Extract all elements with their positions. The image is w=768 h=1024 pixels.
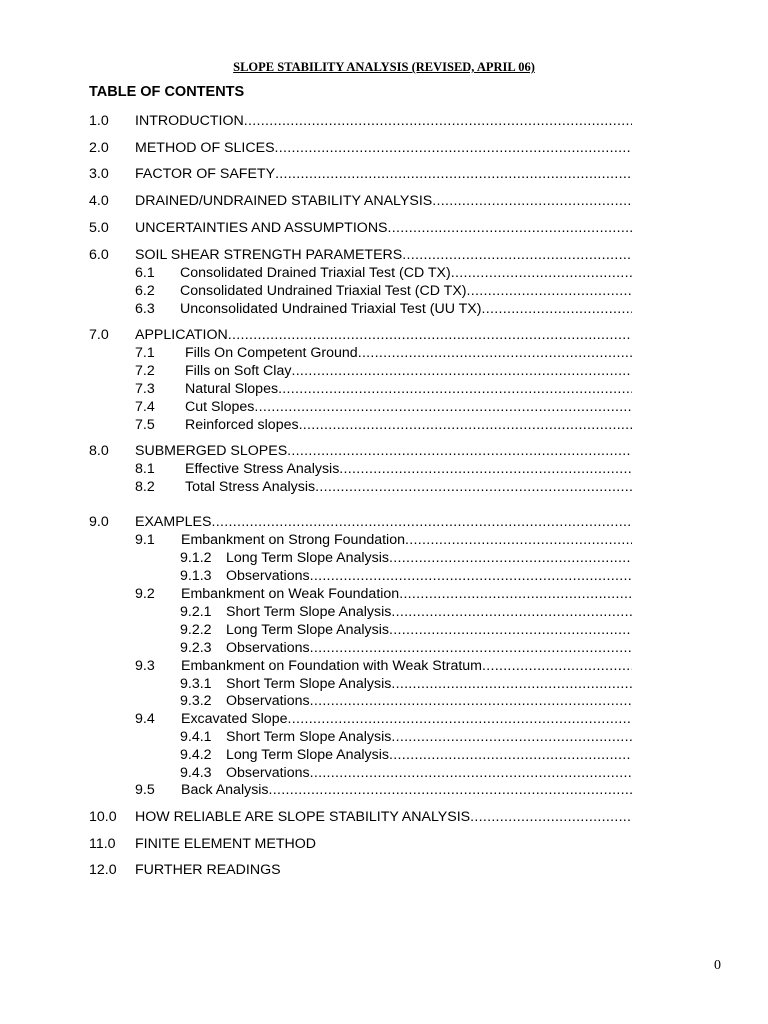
toc-entry-label: Natural Slopes [185,381,279,397]
toc-leader-dots [316,835,632,853]
toc-entry-number: 5.0 [89,220,109,236]
toc-entry [135,657,632,675]
toc-entry-number: 3.0 [89,166,109,182]
toc-entry-label: Cut Slopes [185,399,255,415]
toc-entry-label: FURTHER READINGS [135,862,281,878]
toc-entry [89,326,632,344]
toc-entry [89,513,632,531]
toc-entry-label: Observations [226,640,310,656]
toc-entry-number: 9.4.3 [180,765,212,781]
toc-entry [180,549,632,567]
toc-entry [89,835,632,853]
toc-entry-label: Fills On Competent Ground [185,345,358,361]
toc-leader-dots [467,282,632,300]
toc-entry-number: 9.1.3 [180,568,212,584]
toc-entry [180,621,632,639]
toc-entry-number: 7.5 [135,417,155,433]
toc-entry-number: 7.2 [135,363,155,379]
toc-entry [89,861,632,879]
toc-leader-dots [391,675,632,693]
toc-leader-dots [470,808,632,826]
toc-entry [89,165,632,183]
toc-leader-dots [388,219,632,237]
toc-entry-label: SOIL SHEAR STRENGTH PARAMETERS [135,247,403,263]
toc-entry-label: Effective Stress Analysis [185,461,340,477]
toc-leader-dots [310,567,632,585]
toc-entry-label: Short Term Slope Analysis [226,676,392,692]
toc-entry-label: Reinforced slopes [185,417,299,433]
toc-leader-dots [339,460,632,478]
toc-entry-label: Consolidated Drained Triaxial Test (CD TX) [180,265,451,281]
toc-entry-number: 6.1 [135,265,155,281]
toc-leader-dots [402,246,632,264]
toc-leader-dots [212,513,633,531]
toc-entry [135,300,632,318]
toc-entry-label: FACTOR OF SAFETY [135,166,276,182]
toc-entry [135,380,632,398]
toc-leader-dots [399,585,632,603]
toc-entry-label: INTRODUCTION [135,113,244,129]
toc-entry [180,639,632,657]
toc-entry-number: 9.1.2 [180,550,212,566]
toc-entry [135,531,632,549]
toc-entry-number: 9.2.1 [180,604,212,620]
toc-entry-label: Unconsolidated Undrained Triaxial Test (UU TX) [180,301,482,317]
toc-entry-label: DRAINED/UNDRAINED STABILITY ANALYSIS [135,193,433,209]
toc-entry-label: Excavated Slope [181,711,288,727]
toc-heading: TABLE OF CONTENTS [89,84,245,100]
toc-entry-label: SUBMERGED SLOPES [135,443,288,459]
toc-leader-dots [482,657,632,675]
toc-entry-label: Observations [226,693,310,709]
toc-entry [180,728,632,746]
toc-leader-dots [389,549,632,567]
toc-entry [180,675,632,693]
toc-entry-number: 11.0 [89,836,116,852]
toc-entry-label: Embankment on Foundation with Weak Stratum [181,658,482,674]
toc-entry-number: 9.3.1 [180,676,212,692]
toc-entry-label: Short Term Slope Analysis [226,604,392,620]
toc-entry [135,398,632,416]
toc-entry-number: 9.3.2 [180,693,212,709]
toc-entry [89,139,632,157]
toc-leader-dots [244,112,632,130]
toc-entry-label: Back Analysis [181,782,269,798]
toc-entry-number: 6.2 [135,283,155,299]
toc-entry-label: Observations [226,568,310,584]
toc-entry-number: 6.0 [89,247,109,263]
toc-entry-number: 9.4.2 [180,747,212,763]
toc-entry-number: 9.2.3 [180,640,212,656]
toc-entry-number: 4.0 [89,193,109,209]
toc-entry-number: 7.0 [89,327,109,343]
toc-leader-dots [275,165,632,183]
toc-entry-number: 7.1 [135,345,155,361]
toc-leader-dots [299,416,632,434]
toc-entry-label: Embankment on Strong Foundation [181,532,405,548]
toc-entry-number: 8.1 [135,461,155,477]
toc-leader-dots [291,362,632,380]
toc-entry [89,442,632,460]
toc-entry-label: UNCERTAINTIES AND ASSUMPTIONS [135,220,388,236]
toc-entry [89,808,632,826]
toc-leader-dots [358,344,632,362]
toc-entry [135,460,632,478]
toc-entry [180,764,632,782]
toc-entry-label: Consolidated Undrained Triaxial Test (CD TX) [180,283,467,299]
toc-entry [135,585,632,603]
toc-leader-dots [287,710,632,728]
toc-entry [89,192,632,210]
toc-entry [135,282,632,300]
toc-leader-dots [287,442,632,460]
toc-entry-label: HOW RELIABLE ARE SLOPE STABILITY ANALYSIS [135,809,471,825]
toc-entry-label: Observations [226,765,310,781]
toc-entry [180,692,632,710]
toc-leader-dots [482,300,633,318]
toc-leader-dots [228,326,632,344]
toc-entry [180,567,632,585]
toc-entry [135,362,632,380]
toc-leader-dots [391,728,632,746]
toc-leader-dots [310,692,632,710]
toc-leader-dots [389,621,632,639]
toc-entry-number: 9.5 [135,782,155,798]
toc-leader-dots [281,861,632,879]
toc-entry-number: 8.2 [135,479,155,495]
toc-entry-label: METHOD OF SLICES [135,140,275,156]
toc-leader-dots [310,639,632,657]
toc-entry-number: 2.0 [89,140,109,156]
toc-leader-dots [315,478,632,496]
toc-entry-number: 10.0 [89,809,117,825]
toc-entry-label: Long Term Slope Analysis [226,550,389,566]
document-title: SLOPE STABILITY ANALYSIS (REVISED, APRIL 06) [233,60,535,74]
toc-entry [135,416,632,434]
toc-entry-label: Fills on Soft Clay [185,363,292,379]
toc-entry [135,781,632,799]
toc-entry [89,219,632,237]
toc-entry-number: 9.4.1 [180,729,212,745]
page-number: 0 [714,958,721,973]
toc-entry-number: 9.2.2 [180,622,212,638]
toc-entry-label: Embankment on Weak Foundation [181,586,400,602]
toc-leader-dots [391,603,632,621]
toc-entry-number: 8.0 [89,443,109,459]
toc-entry-number: 6.3 [135,301,155,317]
toc-leader-dots [278,380,632,398]
toc-entry-label: EXAMPLES [135,514,212,530]
toc-entry [89,112,632,130]
toc-leader-dots [451,264,632,282]
toc-entry-label: Total Stress Analysis [185,479,316,495]
toc-entry-number: 9.0 [89,514,109,530]
toc-entry-number: 9.1 [135,532,155,548]
toc-entry [89,246,632,264]
toc-entry-number: 9.3 [135,658,155,674]
toc-leader-dots [275,139,632,157]
toc-entry-label: APPLICATION [135,327,228,343]
toc-entry [135,710,632,728]
toc-leader-dots [432,192,632,210]
toc-entry [180,746,632,764]
toc-entry-number: 9.2 [135,586,155,602]
toc-entry [135,344,632,362]
toc-entry-label: Short Term Slope Analysis [226,729,392,745]
toc-leader-dots [389,746,632,764]
toc-entry-label: Long Term Slope Analysis [226,622,389,638]
toc-entry-label: FINITE ELEMENT METHOD [135,836,317,852]
toc-entry-number: 7.4 [135,399,155,415]
toc-entry-label: Long Term Slope Analysis [226,747,389,763]
toc-entry [135,478,632,496]
toc-entry-number: 7.3 [135,381,155,397]
toc-leader-dots [310,764,632,782]
toc-leader-dots [254,398,632,416]
toc-entry [135,264,632,282]
toc-leader-dots [269,781,632,799]
toc-entry-number: 1.0 [89,113,109,129]
toc-leader-dots [405,531,632,549]
toc-entry-number: 9.4 [135,711,155,727]
toc-entry [180,603,632,621]
toc-entry-number: 12.0 [89,862,117,878]
